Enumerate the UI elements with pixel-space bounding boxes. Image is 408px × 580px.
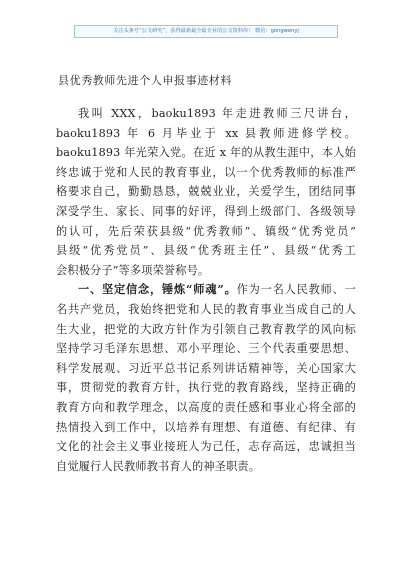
body-line: 自觉履行人民教师教书育人的神圣职责。 [56, 459, 261, 473]
section-heading: 一、坚定信念，锤炼“师魂”。 [78, 282, 237, 297]
body-line: 教育方向和教学理念，以高度的责任感和事业心将全部的 [56, 400, 356, 414]
body-line: 坚持学习毛泽东思想、邓小平理论、三个代表重要思想、 [56, 342, 356, 356]
body-line-continuation: 作为一名人民教师、一 [236, 283, 356, 297]
body-line: 我叫 XXX，baoku1893 年走进教师三尺讲台， [78, 107, 356, 120]
document-title: 县优秀教师先进个人申报事迹材料 [58, 74, 232, 87]
body-line: 热情投入到工作中，以培养有理想、有道德、有纪律、有 [56, 420, 356, 434]
body-line: 深受学生、家长、同事的好评，得到上级部门、各级领导 [56, 204, 356, 218]
body-line: 事，贯彻党的教育方针，执行党的教育路线，坚持正确的 [56, 381, 356, 395]
document-body [56, 104, 356, 476]
body-line: baoku1893 年 6 月毕业于 xx 县教师进修学校。 [56, 126, 356, 140]
promo-banner: 关注头条号“公文研究”，获得最新最全最专业的公文资料库！ 微信：gongwenyj [74, 25, 338, 38]
body-line: baoku1893 年光荣入党。在近 x 年的从教生涯中，本人始 [56, 146, 356, 160]
body-line: 生大业，把党的大政方针作为引领自己教育教学的风向标 [56, 322, 356, 336]
body-line: 的认可，先后荣获县级“优秀教师”、镇级“优秀党员” [56, 224, 356, 238]
section-heading-line [56, 280, 356, 300]
body-line: 县级“优秀党员”、县级“优秀班主任”、县级“优秀工 [56, 244, 356, 258]
body-line: 科学发展观、习近平总书记系列讲话精神等，关心国家大 [56, 361, 356, 375]
body-line: 名共产党员，我始终把党和人民的教育事业当成自己的人 [56, 302, 356, 316]
body-line: 文化的社会主义事业接班人为己任，志存高远，忠诚担当 [56, 440, 356, 454]
body-line: 终忠诚于党和人民的教育事业，以一个优秀教师的标准严 [56, 165, 356, 179]
body-line: 格要求自己，勤勤恳恳，兢兢业业，关爱学生，团结同事 [56, 185, 356, 199]
body-line: 会积极分子”等多项荣誉称号。 [56, 263, 210, 277]
